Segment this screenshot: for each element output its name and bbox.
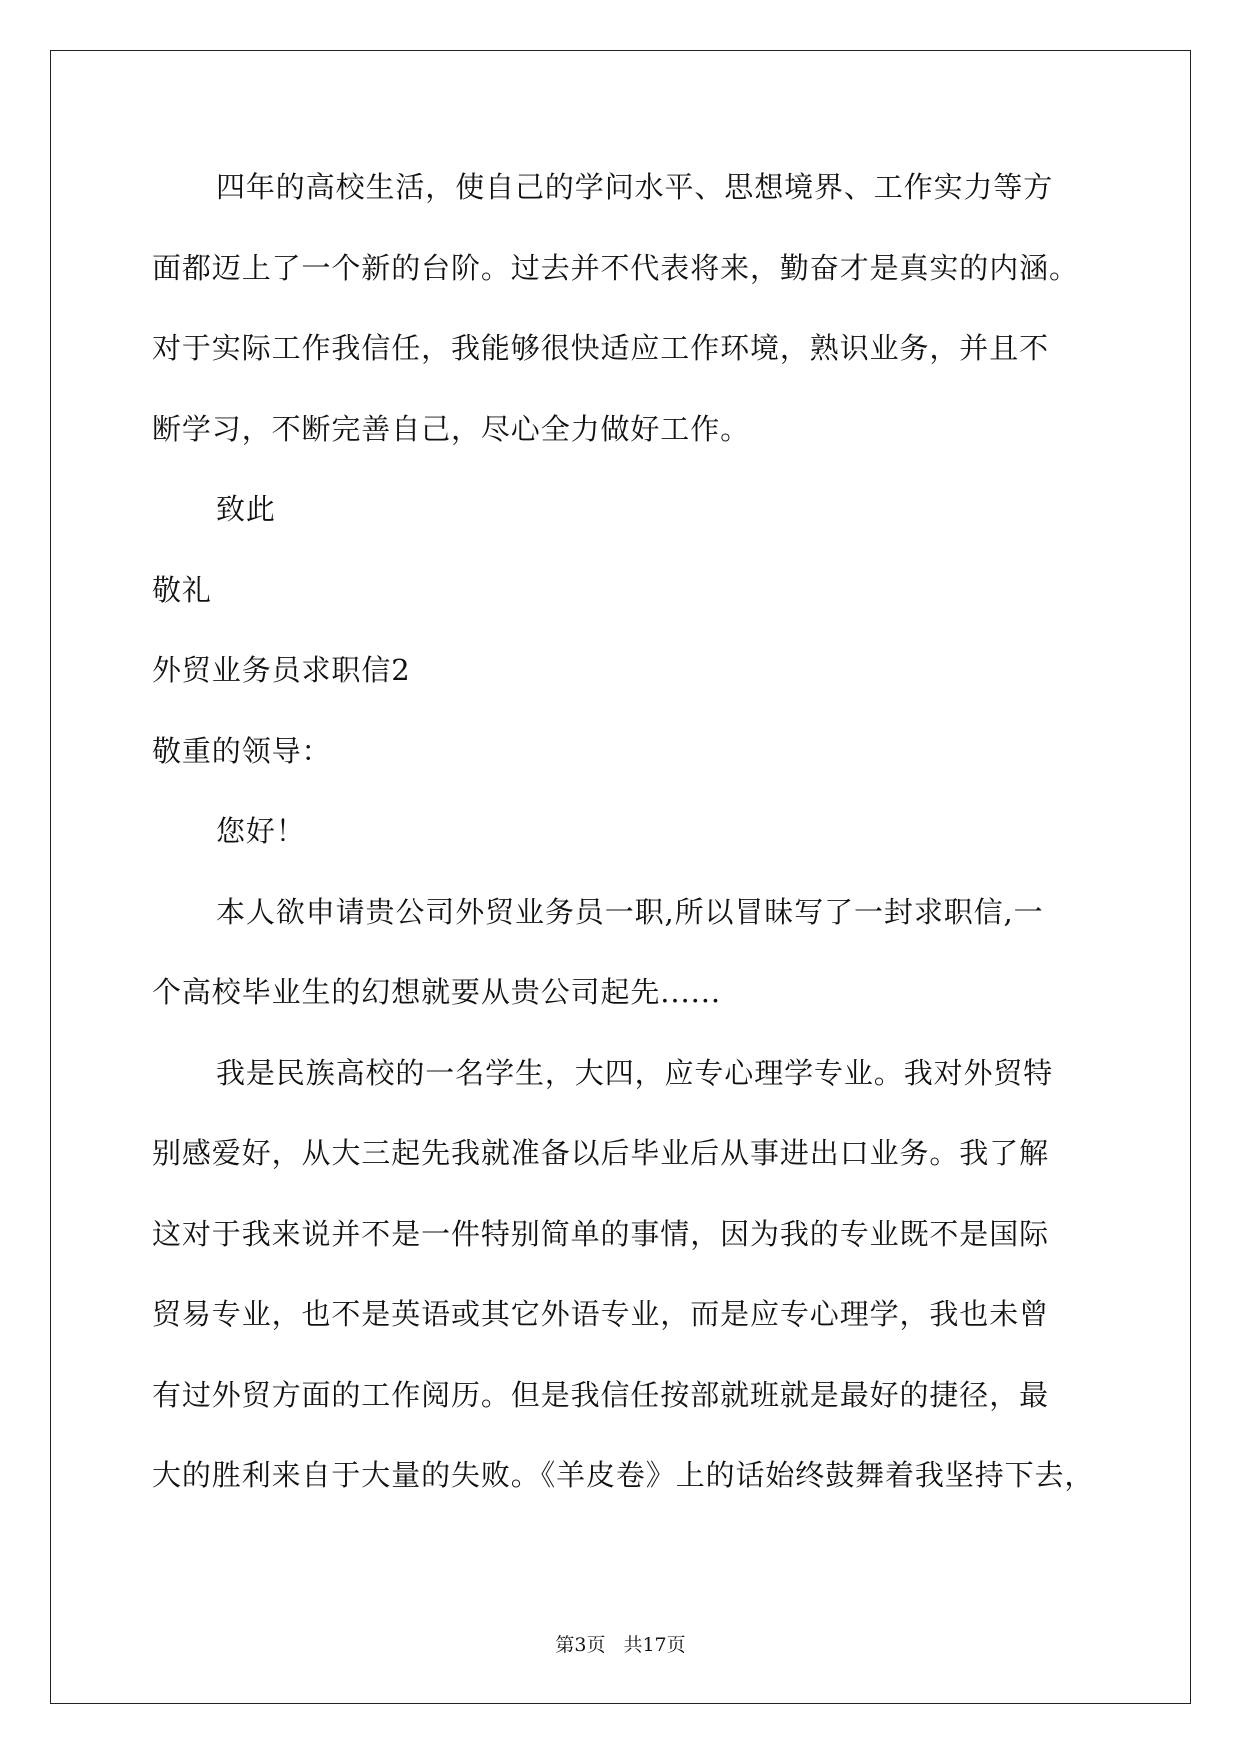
text-line: 面都迈上了一个新的台阶。过去并不代表将来，勤奋才是真实的内涵。 bbox=[152, 250, 1079, 285]
greeting: 您好！ bbox=[216, 814, 306, 848]
greeting-recipient: 敬重的领导： bbox=[152, 733, 332, 768]
text-line: 断学习，不断完善自己，尽心全力做好工作。 bbox=[152, 411, 751, 446]
page-footer bbox=[0, 1630, 1241, 1657]
page-total: 共17页 bbox=[623, 1634, 686, 1656]
text-line: 本人欲申请贵公司外贸业务员一职,所以冒昧写了一封求职信,一 bbox=[216, 894, 1044, 929]
section-title: 外贸业务员求职信2 bbox=[152, 653, 411, 687]
page-number: 第3页 bbox=[555, 1634, 606, 1656]
text-line: 别感爱好，从大三起先我就准备以后毕业后从事进出口业务。我了解 bbox=[152, 1136, 1050, 1170]
text-line: 这对于我来说并不是一件特别简单的事情，因为我的专业既不是国际 bbox=[152, 1216, 1050, 1251]
text-line: 对于实际工作我信任，我能够很快适应工作环境，熟识业务，并且不 bbox=[152, 331, 1050, 365]
text-line: 我是民族高校的一名学生，大四，应专心理学专业。我对外贸特 bbox=[216, 1055, 1054, 1090]
text-line: 四年的高校生活，使自己的学问水平、思想境界、工作实力等方 bbox=[216, 170, 1054, 204]
text-line: 贸易专业，也不是英语或其它外语专业，而是应专心理学，我也未曾 bbox=[152, 1297, 1050, 1331]
document-body bbox=[152, 160, 1100, 1529]
text-line: 个高校毕业生的幻想就要从贵公司起先...... bbox=[152, 975, 722, 1009]
closing-phrase: 致此 bbox=[216, 492, 276, 526]
salutation-closing: 敬礼 bbox=[152, 572, 212, 607]
text-line: 有过外贸方面的工作阅历。但是我信任按部就班就是最好的捷径，最 bbox=[152, 1377, 1050, 1412]
text-line: 大的胜利来自于大量的失败。《羊皮卷》上的话始终鼓舞着我坚持下去， bbox=[152, 1458, 1095, 1492]
